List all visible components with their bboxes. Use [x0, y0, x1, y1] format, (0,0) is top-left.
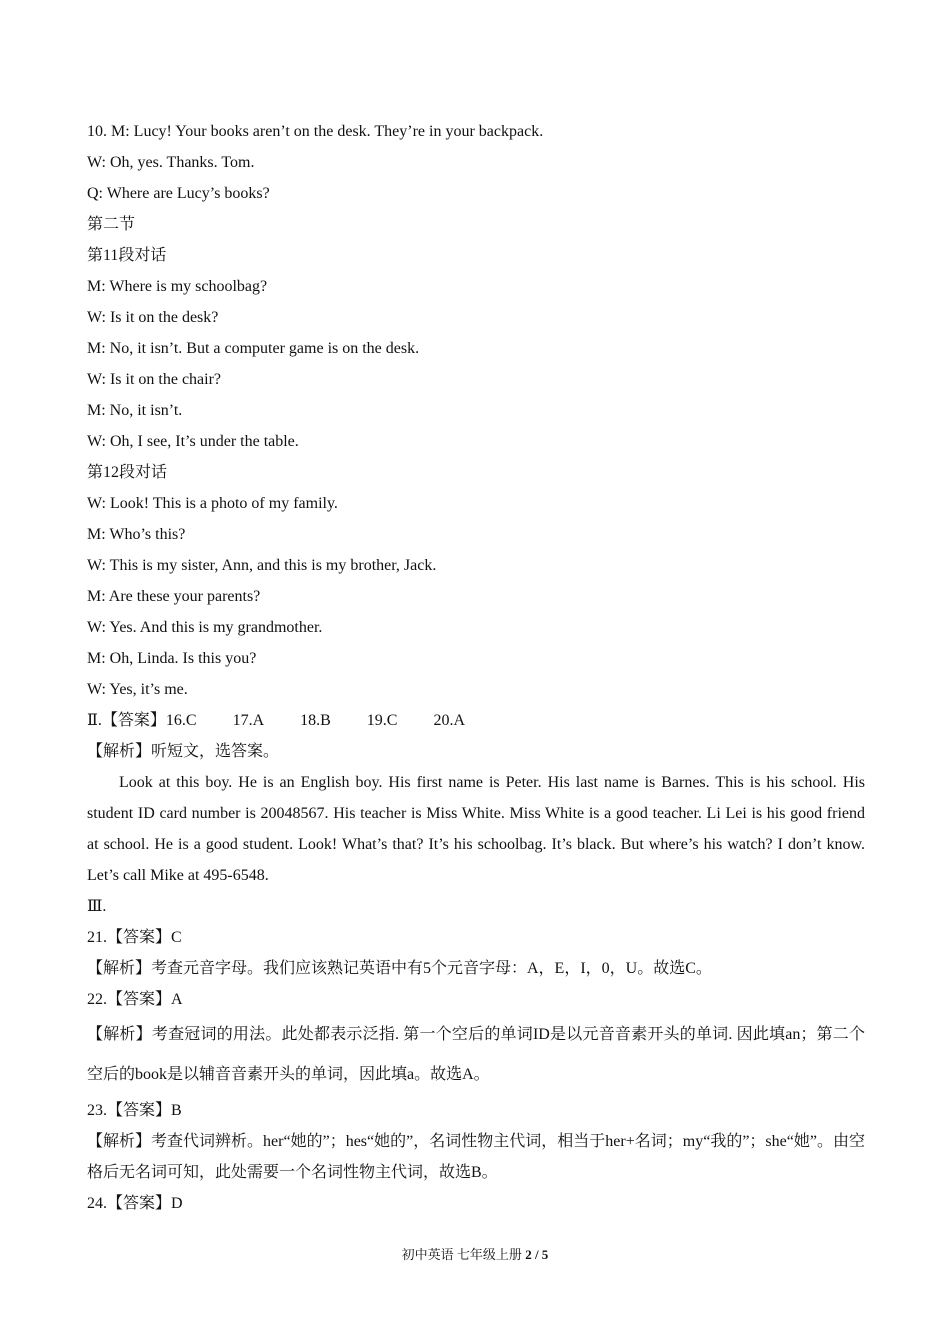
dialogue-line: M: Who’s this? — [87, 526, 186, 543]
section2-answers — [87, 705, 865, 736]
footer-text: 初中英语 七年级上册 — [401, 1247, 526, 1262]
dialogue-line: W: Look! This is a photo of my family. — [87, 495, 338, 512]
answer-19: 19.C — [366, 712, 398, 729]
dialogue-line: M: Where is my schoolbag? — [87, 278, 268, 295]
analysis-21: 【解析】考查元音字母。我们应该熟记英语中有5个元音字母：A，E，I，0，U。故选C。 — [87, 960, 712, 977]
section-heading: 第二节 — [87, 216, 136, 233]
dialogue-line: Q: Where are Lucy’s books? — [87, 185, 270, 202]
answer-20: 20.A — [433, 712, 466, 729]
dialogue-heading: 第11段对话 — [87, 247, 167, 264]
answer-23: 23.【答案】B — [87, 1102, 182, 1119]
dialogue-heading: 第12段对话 — [87, 464, 168, 481]
section2-analysis: 【解析】听短文，选答案。 — [87, 743, 280, 760]
page-content — [87, 116, 865, 1219]
dialogue-line: M: Oh, Linda. Is this you? — [87, 650, 257, 667]
answer-18: 18.B — [300, 712, 331, 729]
page-footer — [0, 1244, 950, 1263]
section3-heading: Ⅲ. — [87, 898, 107, 915]
dialogue-line: 10. M: Lucy! Your books aren’t on the desk. They’re in your backpack. — [87, 123, 544, 140]
dialogue-line: M: No, it isn’t. But a computer game is on the desk. — [87, 340, 420, 357]
answer-16: Ⅱ.【答案】16.C — [87, 712, 197, 729]
dialogue-line: M: No, it isn’t. — [87, 402, 183, 419]
answer-24: 24.【答案】D — [87, 1195, 183, 1212]
dialogue-line: W: Is it on the desk? — [87, 309, 219, 326]
answer-21: 21.【答案】C — [87, 929, 182, 946]
answer-17: 17.A — [232, 712, 265, 729]
dialogue-line: W: Oh, I see, It’s under the table. — [87, 433, 299, 450]
analysis-23: 【解析】考查代词辨析。her“她的”；hes“她的”，名词性物主代词，相当于her+名词；my“我的”；she“她”。由空格后无名词可知，此处需要一个名词性物主代词，故选B。 — [87, 1133, 865, 1181]
answer-22: 22.【答案】A — [87, 991, 183, 1008]
listening-passage: Look at this boy. He is an English boy. His first name is Peter. His last name is Barnes. This is his school. His student ID card number is 20048567. His teacher is Miss White. Miss White is a good teacher. Li Lei is his good friend at school. He is a good student. Look! What’s that? It’s his schoolbag. It’s black. But where’s his watch? I don’t know. Let’s call Mike at 495-6548. — [87, 774, 865, 884]
dialogue-line: W: Yes. And this is my grandmother. — [87, 619, 323, 636]
dialogue-line: W: Is it on the chair? — [87, 371, 222, 388]
analysis-22: 【解析】考查冠词的用法。此处都表示泛指. 第一个空后的单词ID是以元音音素开头的单词. 因此填an；第二个空后的book是以辅音音素开头的单词，因此填a。故选A。 — [87, 1026, 865, 1083]
dialogue-line: W: Yes, it’s me. — [87, 681, 188, 698]
page-number: 2 / 5 — [525, 1247, 549, 1262]
dialogue-line: W: Oh, yes. Thanks. Tom. — [87, 154, 255, 171]
dialogue-line: W: This is my sister, Ann, and this is my brother, Jack. — [87, 557, 437, 574]
dialogue-line: M: Are these your parents? — [87, 588, 261, 605]
